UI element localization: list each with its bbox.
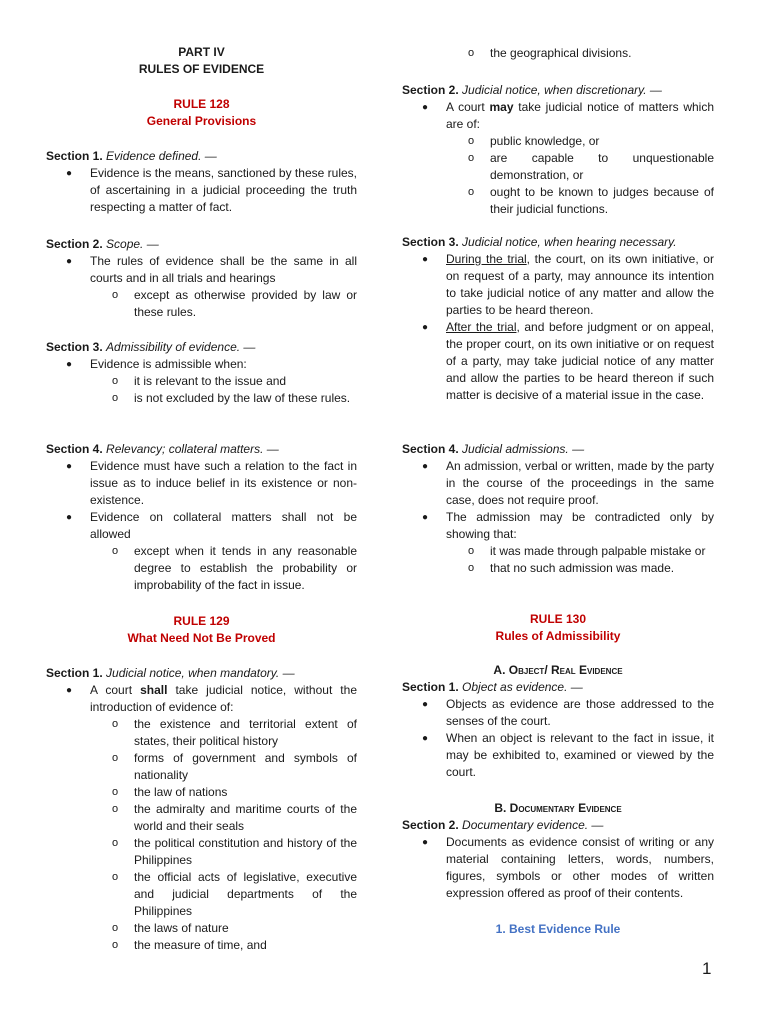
section-heading: Section 2. Documentary evidence. — (402, 818, 604, 832)
bullet-item: ● When an object is relevant to the fact in issue, it may be exhibited to, examined or viewed by the court. (422, 731, 714, 779)
r129-section-1-continued (402, 45, 714, 62)
bullet-icon: ● (66, 256, 73, 267)
bullet-icon: ● (422, 699, 429, 710)
bullet-item: ● An admission, verbal or written, made by the party in the course of the proceedings in the same case, does not require proof. (422, 459, 714, 507)
section-heading: Section 2. Scope. — (46, 237, 159, 251)
circle-bullet-icon: o (112, 803, 119, 815)
section-heading: Section 1. Judicial notice, when mandatory. — (46, 666, 295, 680)
bullet-item: ● During the trial, the court, on its own initiative, or on request of a party, may announce its intention to take judicial notice of any matter and allow the parties to be heard thereon. (422, 252, 714, 317)
circle-bullet-icon: o (112, 939, 119, 951)
r128-section-3 (46, 339, 357, 407)
section-heading: Section 3. Admissibility of evidence. — (46, 340, 256, 354)
sub-bullet-item: o ought to be known to judges because of their judicial functions. (468, 185, 714, 216)
sub-bullet-item: o except when it tends in any reasonable degree to establish the probability or improbability of the fact in issue. (112, 544, 357, 592)
sub-bullet-item: o public knowledge, or (468, 134, 600, 148)
circle-bullet-icon: o (468, 545, 475, 557)
bullet-item: ● Documents as evidence consist of writing or any material containing letters, words, numbers, figures, symbols or other modes of written expression offered as proof of their contents. (422, 835, 714, 900)
bullet-item: ● Evidence must have such a relation to the fact in issue as to induce belief in its existence or non-existence. (66, 459, 357, 507)
circle-bullet-icon: o (112, 718, 119, 730)
circle-bullet-icon: o (468, 135, 475, 147)
sub-bullet-item: o is not excluded by the law of these rules. (112, 391, 351, 405)
r128-section-2 (46, 236, 357, 321)
bullet-icon: ● (422, 102, 429, 113)
circle-bullet-icon: o (112, 871, 119, 883)
circle-bullet-icon: o (112, 375, 119, 387)
bullet-item: ● Evidence on collateral matters shall not be allowed (66, 510, 357, 541)
circle-bullet-icon: o (112, 289, 119, 301)
section-heading: Section 1. Object as evidence. — (402, 680, 583, 694)
circle-bullet-icon: o (112, 837, 119, 849)
bullet-item: ● The admission may be contradicted only by showing that: (422, 510, 714, 541)
bullet-item: ● After the trial, and before judgment or on appeal, the proper court, on its own initiative or on request of a party, may take judicial notice of any matter and allow the parties to be heard thereon if such matter is decisive of a material issue in the case. (422, 320, 714, 402)
bullet-item: ● Evidence is the means, sanctioned by these rules, of ascertaining in a judicial proceeding the truth respecting a matter of fact. (66, 166, 357, 214)
circle-bullet-icon: o (468, 47, 475, 59)
circle-bullet-icon: o (112, 786, 119, 798)
bullet-item: ● A court shall take judicial notice, without the introduction of evidence of: (66, 683, 357, 714)
bullet-icon: ● (422, 512, 429, 523)
bullet-item: ● A court may take judicial notice of matters which are of: (422, 100, 714, 131)
sub-bullet-item: o forms of government and symbols of nationality (112, 751, 357, 782)
circle-bullet-icon: o (468, 186, 475, 198)
section-heading: Section 3. Judicial notice, when hearing necessary. (402, 235, 677, 249)
bullet-icon: ● (66, 461, 73, 472)
part-heading: PART IV RULES OF EVIDENCE (138, 45, 265, 76)
sub-bullet-item: o it is relevant to the issue and (112, 374, 287, 388)
bullet-icon: ● (66, 168, 73, 179)
r129-section-4 (402, 441, 714, 577)
circle-bullet-icon: o (112, 392, 119, 404)
bullet-item: ● Objects as evidence are those addressed to the senses of the court. (422, 697, 714, 728)
sub-bullet-item: o are capable to unquestionable demonstration, or (468, 151, 714, 182)
circle-bullet-icon: o (112, 545, 119, 557)
documentary-evidence-heading: B. Documentary Evidence (494, 801, 622, 815)
bullet-item: ● Evidence is admissible when: (66, 357, 247, 371)
section-heading: Section 1. Evidence defined. — (46, 149, 217, 163)
circle-bullet-icon: o (468, 562, 475, 574)
best-evidence-rule-heading: 1. Best Evidence Rule (495, 922, 621, 936)
circle-bullet-icon: o (112, 922, 119, 934)
sub-bullet-item: o it was made through palpable mistake or (468, 544, 706, 558)
bullet-icon: ● (422, 837, 429, 848)
r129-section-1 (46, 665, 357, 954)
r128-section-1 (46, 148, 357, 216)
sub-bullet-item: o the geographical divisions. (468, 46, 632, 60)
sub-bullet-item: o that no such admission was made. (468, 561, 675, 575)
rule-128-heading: RULE 128 General Provisions (146, 97, 257, 128)
r130-section-2 (402, 817, 714, 902)
object-evidence-heading: A. Object/ Real Evidence (493, 663, 623, 677)
bullet-icon: ● (66, 512, 73, 523)
sub-bullet-item: o the existence and territorial extent of states, their political history (112, 717, 357, 748)
sub-bullet-item: o the admiralty and maritime courts of the world and their seals (112, 802, 357, 833)
sub-bullet-item: o the official acts of legislative, executive and judicial departments of the Philippines (112, 870, 357, 918)
circle-bullet-icon: o (112, 752, 119, 764)
section-heading: Section 4. Judicial admissions. — (402, 442, 585, 456)
section-heading: Section 2. Judicial notice, when discretionary. — (402, 83, 662, 97)
sub-bullet-item: o the law of nations (112, 785, 228, 799)
rule-129-heading: RULE 129 What Need Not Be Proved (127, 614, 276, 645)
r129-section-3 (402, 234, 714, 404)
sub-bullet-item: o except as otherwise provided by law or these rules. (112, 288, 357, 319)
bullet-icon: ● (422, 461, 429, 472)
r129-section-2 (402, 82, 714, 218)
rule-130-heading: RULE 130 Rules of Admissibility (495, 612, 621, 643)
sub-bullet-item: o the laws of nature (112, 921, 229, 935)
bullet-icon: ● (66, 685, 73, 696)
bullet-icon: ● (422, 322, 429, 333)
sub-bullet-item: o the political constitution and history of the Philippines (112, 836, 357, 867)
page-number: 1 (702, 959, 712, 978)
circle-bullet-icon: o (468, 152, 475, 164)
r128-section-4 (46, 441, 357, 594)
bullet-icon: ● (66, 359, 73, 370)
bullet-item: ● The rules of evidence shall be the same in all courts and in all trials and hearings (66, 254, 357, 285)
section-heading: Section 4. Relevancy; collateral matters. — (46, 442, 279, 456)
bullet-icon: ● (422, 733, 429, 744)
sub-bullet-item: o the measure of time, and (112, 938, 267, 952)
bullet-icon: ● (422, 254, 429, 265)
r130-section-1 (402, 679, 714, 781)
